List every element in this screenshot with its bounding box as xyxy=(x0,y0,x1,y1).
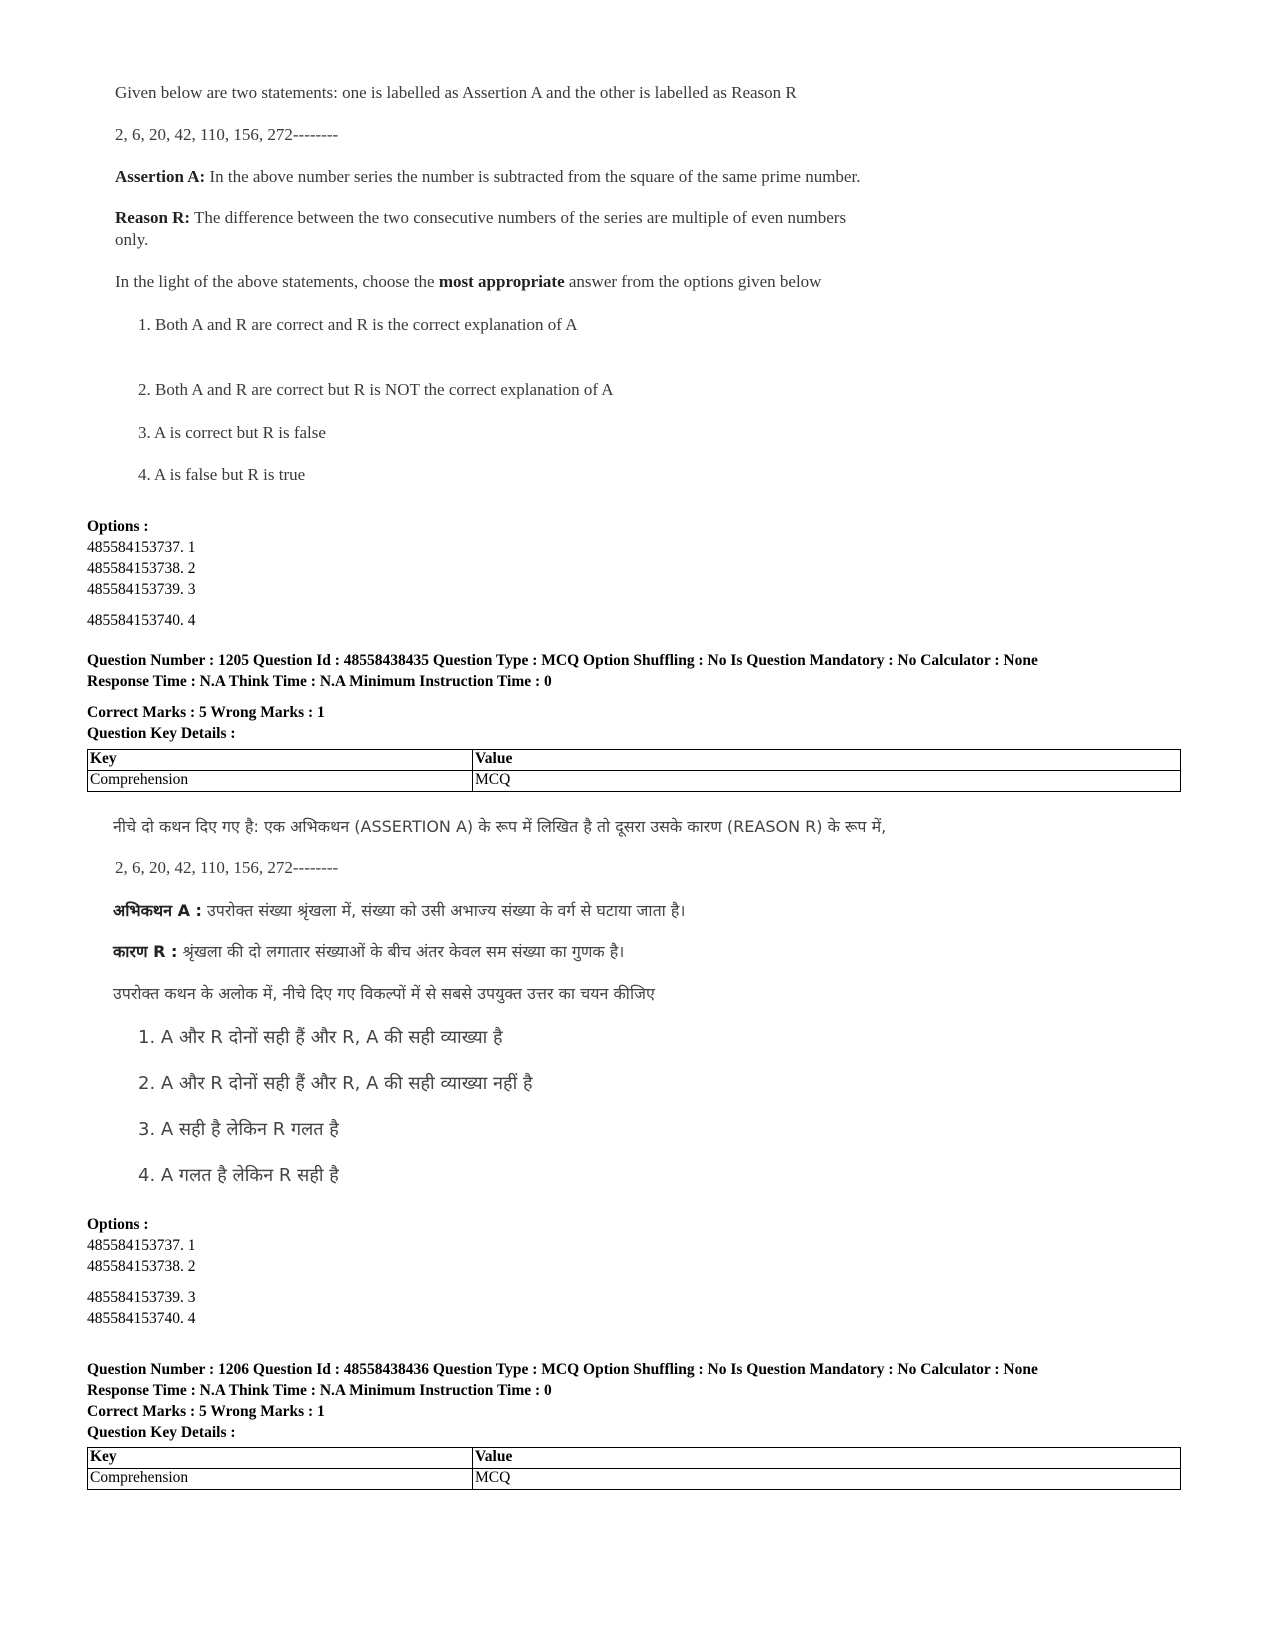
option-item: 485584153738. 2 xyxy=(87,1258,196,1275)
q2-assertion-text: उपरोक्त संख्या श्रृंखला में, संख्या को उसी अभाज्य संख्या के वर्ग से घटाया जाता है। xyxy=(201,901,686,920)
table-header-value: Value xyxy=(473,1448,1181,1469)
option-item: 485584153740. 4 xyxy=(87,612,196,629)
table-row xyxy=(88,771,1181,792)
q2-choice-4: 4. A गलत है लेकिन R सही है xyxy=(138,1165,339,1186)
meta-line-2: Response Time : N.A Think Time : N.A Minimum Instruction Time : 0 xyxy=(87,1382,552,1399)
option-item: 485584153739. 3 xyxy=(87,581,196,598)
meta-line-1: Question Number : 1205 Question Id : 48558438435 Question Type : MCQ Option Shuffling : No Is Question Mandatory : No Calculator : None xyxy=(87,652,1038,669)
q1-series: 2, 6, 20, 42, 110, 156, 272-------- xyxy=(115,125,339,144)
option-item: 485584153739. 3 xyxy=(87,1289,196,1306)
table-cell-key: Comprehension xyxy=(88,1469,473,1490)
q2-assertion xyxy=(113,899,685,921)
options-label: Options : xyxy=(87,518,149,535)
table-header-key: Key xyxy=(88,750,473,771)
q1-prompt-bold: most appropriate xyxy=(438,272,565,291)
table-row xyxy=(88,1469,1181,1490)
q1-reason-text: The difference between the two consecutive numbers of the series are multiple of even numbers xyxy=(190,208,847,227)
q2-choice-1: 1. A और R दोनों सही हैं और R, A की सही व्याख्या है xyxy=(138,1027,503,1048)
q1-prompt-pre: In the light of the above statements, choose the xyxy=(115,272,439,291)
q1-assertion-label: Assertion A: xyxy=(115,167,206,186)
key-table-2 xyxy=(87,1447,1181,1490)
q1-heading: Given below are two statements: one is labelled as Assertion A and the other is labelled as Reason R xyxy=(115,83,797,102)
q2-reason-text: श्रृंखला की दो लगातार संख्याओं के बीच अंतर केवल सम संख्या का गुणक है। xyxy=(177,942,625,961)
option-item: 485584153737. 1 xyxy=(87,539,196,556)
marks-line: Correct Marks : 5 Wrong Marks : 1 xyxy=(87,1403,325,1420)
key-details-label: Question Key Details : xyxy=(87,725,236,742)
q2-choice-3: 3. A सही है लेकिन R गलत है xyxy=(138,1119,339,1140)
option-item: 485584153737. 1 xyxy=(87,1237,196,1254)
q1-prompt-post: answer from the options given below xyxy=(564,272,822,291)
key-details-label: Question Key Details : xyxy=(87,1424,236,1441)
table-cell-value: MCQ xyxy=(473,771,1181,792)
q2-choice-2: 2. A और R दोनों सही हैं और R, A की सही व्याख्या नहीं है xyxy=(138,1073,533,1094)
option-item: 485584153738. 2 xyxy=(87,560,196,577)
q1-reason-cont: only. xyxy=(115,230,149,249)
options-block-1 xyxy=(87,516,196,631)
table-header-value: Value xyxy=(473,750,1181,771)
question-meta-1 xyxy=(87,650,1038,744)
q1-reason-label: Reason R: xyxy=(115,208,191,227)
q1-choice-1: 1. Both A and R are correct and R is the correct explanation of A xyxy=(138,315,578,334)
q2-series: 2, 6, 20, 42, 110, 156, 272-------- xyxy=(115,858,339,877)
q1-assertion xyxy=(115,167,860,187)
options-block-2 xyxy=(87,1214,196,1329)
q2-prompt: उपरोक्त कथन के अलोक में, नीचे दिए गए विकल्पों में से सबसे उपयुक्त उत्तर का चयन कीजिए xyxy=(113,984,655,1003)
table-cell-key: Comprehension xyxy=(88,771,473,792)
question-meta-2 xyxy=(87,1359,1038,1443)
table-row xyxy=(88,750,1181,771)
table-header-key: Key xyxy=(88,1448,473,1469)
option-item: 485584153740. 4 xyxy=(87,1310,196,1327)
table-cell-value: MCQ xyxy=(473,1469,1181,1490)
q1-assertion-text: In the above number series the number is subtracted from the square of the same prime number. xyxy=(205,167,861,186)
q2-heading: नीचे दो कथन दिए गए है: एक अभिकथन (ASSERTION A) के रूप में लिखित है तो दूसरा उसके कारण (REASON R) के रूप में, xyxy=(113,817,887,836)
meta-line-2: Response Time : N.A Think Time : N.A Minimum Instruction Time : 0 xyxy=(87,673,552,690)
marks-line: Correct Marks : 5 Wrong Marks : 1 xyxy=(87,704,325,721)
key-table-1 xyxy=(87,749,1181,792)
q1-choice-2: 2. Both A and R are correct but R is NOT the correct explanation of A xyxy=(138,380,614,399)
q1-reason xyxy=(115,208,846,228)
q1-choice-4: 4. A is false but R is true xyxy=(138,465,306,484)
q2-reason-label: कारण R : xyxy=(113,942,178,961)
options-label: Options : xyxy=(87,1216,149,1233)
q2-assertion-label: अभिकथन A : xyxy=(113,901,202,920)
q1-prompt xyxy=(115,272,821,292)
q1-choice-3: 3. A is correct but R is false xyxy=(138,423,326,442)
meta-line-1: Question Number : 1206 Question Id : 48558438436 Question Type : MCQ Option Shuffling : No Is Question Mandatory : No Calculator : None xyxy=(87,1361,1038,1378)
q2-reason xyxy=(113,940,624,962)
table-row xyxy=(88,1448,1181,1469)
